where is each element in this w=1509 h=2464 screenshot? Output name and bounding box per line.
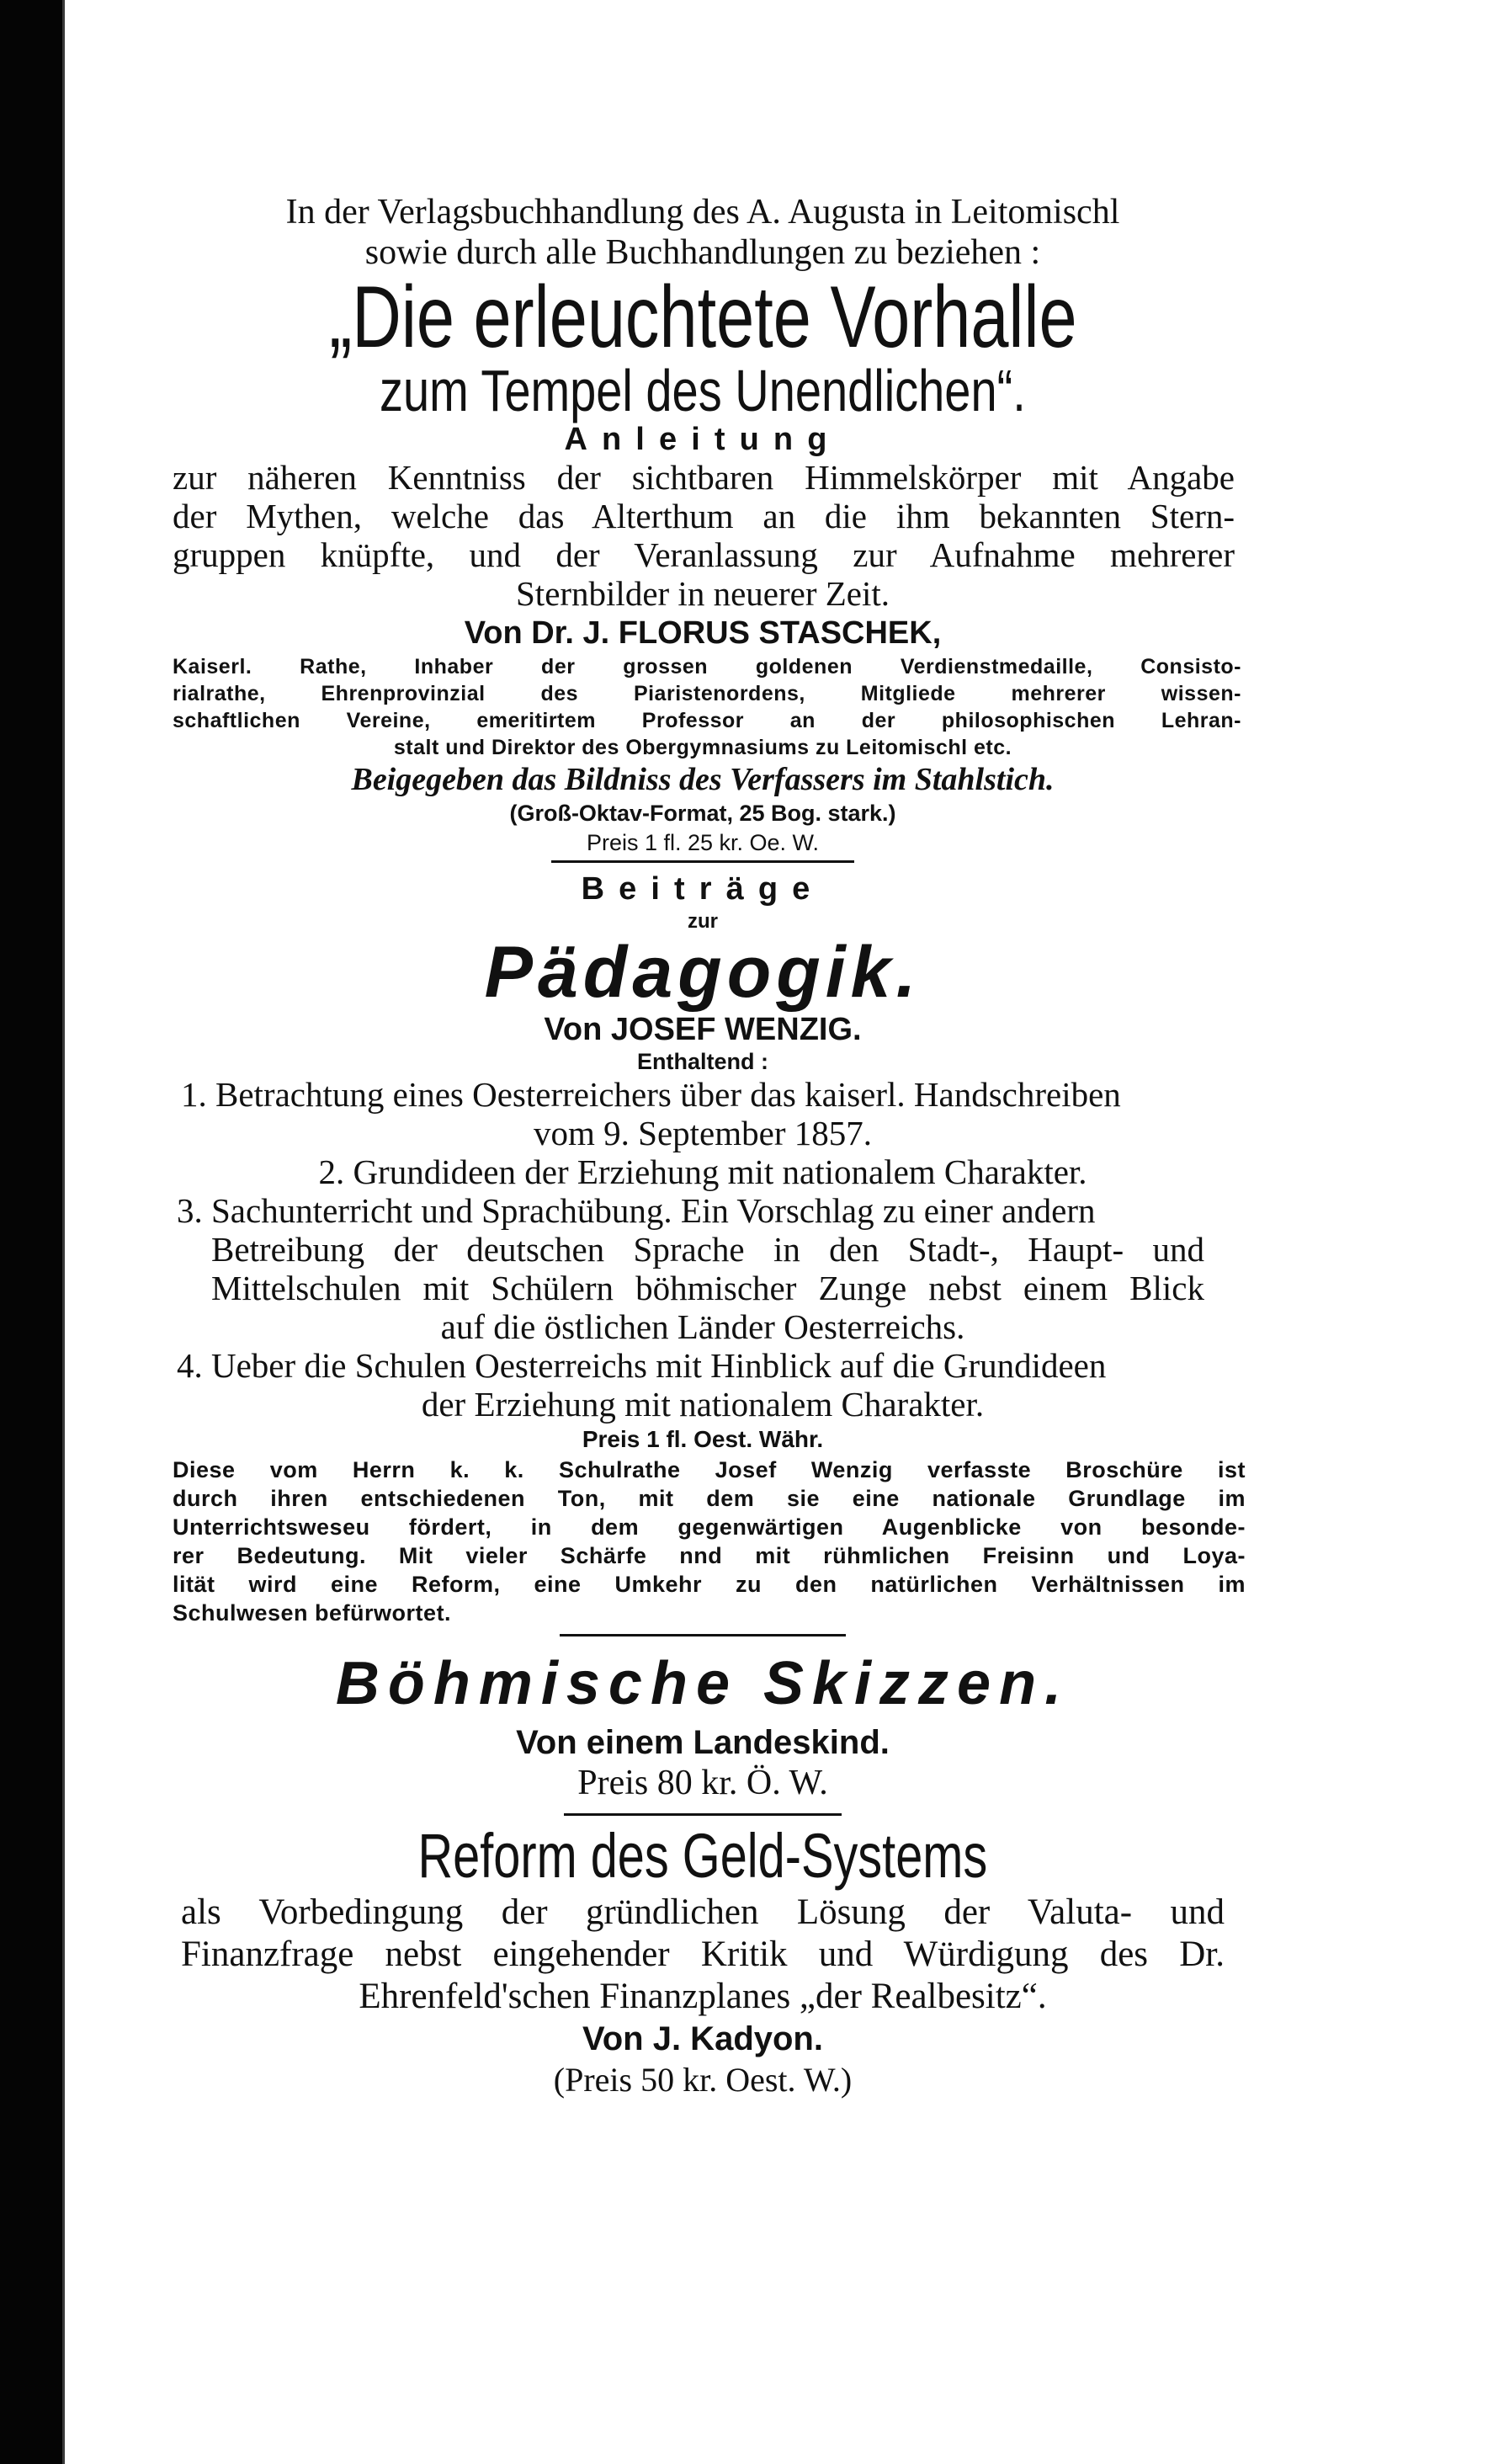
geldsystem-description	[181, 1892, 1225, 1976]
ad-paedagogik	[173, 868, 1246, 1627]
price-vorhalle: Preis 1 fl. 25 kr. Oe. W.	[586, 830, 820, 855]
author-kadyon: Von J. Kadyon.	[582, 2020, 823, 2057]
description-line: als Vorbedingung der gründlichen Lösung der Valuta- und	[181, 1892, 1225, 1932]
review-line: lität wird eine Reform, eine Umkehr zu den natürlichen Verhältnissen im	[173, 1572, 1246, 1597]
description-line: Sternbilder in neuerer Zeit.	[516, 574, 890, 613]
scan-edge-line	[62, 0, 65, 2464]
price-skizzen: Preis 80 kr. Ö. W.	[577, 1764, 828, 1802]
contents-item: 4. Ueber die Schulen Oesterreichs mit Hinblick auf die Grundideen	[177, 1346, 1107, 1385]
description-line: zur näheren Kenntniss der sichtbaren Himmelskörper mit Angabe	[173, 458, 1235, 497]
contents-label: Enthaltend :	[637, 1049, 768, 1074]
review-line: Diese vom Herrn k. k. Schulrathe Josef Wenzig verfasste Broschüre ist	[173, 1457, 1246, 1482]
heading-beitraege: Beiträge	[581, 871, 825, 907]
portrait-note: Beigegeben das Bildniss des Verfassers im Stahlstich.	[351, 762, 1055, 797]
review-block	[173, 1456, 1246, 1627]
bio-line: schaftlichen Vereine, emeritirtem Professor an der philosophischen Lehran-	[173, 709, 1241, 732]
bio-line: rialrathe, Ehrenprovinzial des Piaristenordens, Mitgliede mehrerer wissen-	[173, 682, 1241, 705]
review-line: rer Bedeutung. Mit vieler Schärfe nnd mit rühmlichen Freisinn und Loya-	[173, 1543, 1246, 1568]
ad-geldsystem	[173, 1821, 1233, 2100]
review-line: Schulwesen befürwortet.	[173, 1600, 452, 1626]
book-title-skizzen: Böhmische Skizzen.	[335, 1650, 1071, 1717]
description-block	[173, 458, 1235, 574]
contents-item: Betreibung der deutschen Sprache in den Stadt-, Haupt- und	[211, 1230, 1204, 1269]
contents-item: der Erziehung mit nationalem Charakter.	[421, 1385, 985, 1424]
availability-line: sowie durch alle Buchhandlungen zu beziehen :	[364, 233, 1041, 272]
description-line: Finanzfrage nebst eingehender Kritik und Würdigung des Dr.	[181, 1934, 1225, 1974]
price-paedagogik: Preis 1 fl. Oest. Währ.	[582, 1426, 824, 1452]
contents-item: 2. Grundideen der Erziehung mit nationalem Charakter.	[318, 1152, 1087, 1191]
title-line-2-wrap	[173, 360, 1233, 421]
ad-vorhalle	[173, 192, 1241, 857]
contents-item: auf die östlichen Länder Oesterreichs.	[440, 1307, 965, 1346]
author-landeskind: Von einem Landeskind.	[516, 1724, 890, 1761]
author-staschek: Von Dr. J. FLORUS STASCHEK,	[464, 615, 942, 651]
bio-line: Kaiserl. Rathe, Inhaber der grossen goldenen Verdienstmedaille, Consisto-	[173, 655, 1241, 679]
book-title-line-2: zum Tempel des Unendlichen“.	[380, 358, 1026, 423]
contents-item: 1. Betrachtung eines Oesterreichers über das kaiserl. Handschreiben	[181, 1075, 1121, 1114]
separator-rule	[564, 1813, 842, 1816]
separator-rule	[551, 860, 854, 863]
bio-line: stalt und Direktor des Obergymnasiums zu Leitomischl etc.	[393, 736, 1012, 759]
contents-item: 3. Sachunterricht und Sprachübung. Ein Vorschlag zu einer andern	[177, 1191, 1096, 1230]
review-line: Unterrichtsweseu fördert, in dem gegenwärtigen Augenblicke von besonde-	[173, 1514, 1246, 1540]
contents-item: vom 9. September 1857.	[534, 1114, 872, 1152]
author-bio	[173, 653, 1241, 734]
description-line: der Mythen, welche das Alterthum an die ihm bekannten Stern-	[173, 497, 1235, 535]
contents-item-3-block	[211, 1230, 1204, 1307]
ad-skizzen	[173, 1645, 1233, 1803]
advertisement-column	[173, 192, 1246, 2100]
author-wenzig: Von JOSEF WENZIG.	[544, 1012, 862, 1047]
book-title-paedagogik: Pädagogik.	[484, 932, 922, 1013]
subtitle-anleitung: Anleitung	[564, 422, 842, 457]
book-title-geldsystem: Reform des Geld-Systems	[417, 1821, 988, 1891]
publisher-line: In der Verlagsbuchhandlung des A. Augusta in Leitomischl	[285, 193, 1120, 231]
format-note: (Groß-Oktav-Format, 25 Bog. stark.)	[509, 801, 896, 826]
contents-item: Mittelschulen mit Schülern böhmischer Zunge nebst einem Blick	[211, 1269, 1204, 1307]
review-line: durch ihren entschiedenen Ton, mit dem sie eine nationale Grundlage im	[173, 1486, 1246, 1511]
title-geldsystem-wrap	[173, 1821, 1233, 1892]
scan-dark-edge	[0, 0, 62, 2464]
description-line: gruppen knüpfte, und der Veranlassung zur Aufnahme mehrerer	[173, 535, 1235, 574]
price-geldsystem: (Preis 50 kr. Oest. W.)	[553, 2061, 853, 2099]
book-title-line-1: „Die erleuchtete Vorhalle	[328, 269, 1077, 366]
title-line-1-wrap	[173, 269, 1233, 366]
separator-rule	[560, 1634, 846, 1636]
heading-zur: zur	[688, 910, 718, 933]
description-line: Ehrenfeld'schen Finanzplanes „der Realbesitz“.	[359, 1977, 1047, 2016]
